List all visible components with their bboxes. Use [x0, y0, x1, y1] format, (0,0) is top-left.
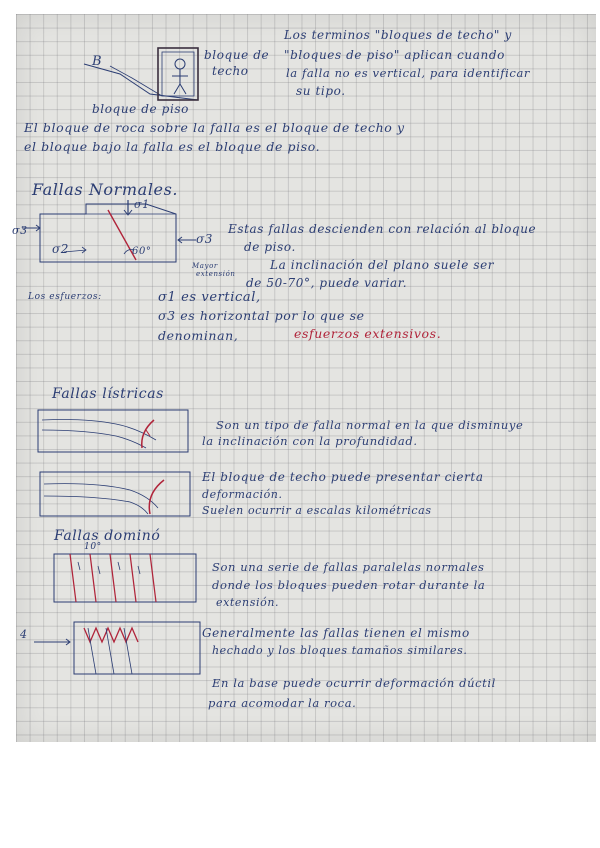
diagram-sigma3-left: σ3	[12, 224, 28, 237]
fig-label-bloque-de: bloque de	[204, 48, 270, 62]
domino-angle-label: 10°	[84, 542, 102, 552]
listricas-text1-line-1: Son un tipo de falla normal en la que disminuye	[216, 418, 524, 432]
intro-line-3: la falla no es vertical, para identificar	[286, 66, 531, 80]
domino-fault-diagram-1	[52, 552, 202, 606]
heading-fallas-domino: Fallas dominó	[54, 528, 161, 544]
intro-line-1: Los terminos "bloques de techo" y	[284, 28, 512, 42]
normales-line-4: de 50-70°, puede variar.	[246, 276, 408, 290]
diagram-note-2: extensión	[196, 270, 236, 278]
domino-text2-line-2: hechado y los bloques tamaños similares.	[212, 644, 468, 657]
stress-line-3-red: esfuerzos extensivos.	[294, 326, 442, 341]
fig-label-techo: techo	[212, 64, 249, 78]
diagram-sigma3-right: σ3	[196, 232, 214, 246]
fig-label-b: B	[92, 54, 103, 69]
listricas-text2-line-2: deformación.	[202, 488, 283, 501]
listricas-text2-line-1: El bloque de techo puede presentar cierta	[202, 470, 484, 484]
diagram-sigma1: σ1	[134, 198, 150, 211]
diagram-angle: 60°	[132, 246, 152, 257]
domino-arrow-label: 4	[20, 628, 28, 641]
heading-fallas-normales: Fallas Normales.	[32, 180, 179, 199]
stress-line-2: σ3 es horizontal por lo que se	[158, 308, 365, 323]
domino-fault-diagram-2	[26, 618, 206, 682]
diagram-note-1: Mayor	[192, 262, 218, 270]
listricas-text1-line-2: la inclinación con la profundidad.	[202, 434, 418, 448]
listric-fault-diagram-1	[36, 408, 196, 458]
domino-text2-line-1: Generalmente las fallas tienen el mismo	[202, 626, 470, 640]
fig-label-bloque-piso: bloque de piso	[92, 102, 189, 116]
block-diagram-figure	[80, 34, 220, 134]
stress-line-1: σ1 es vertical,	[158, 290, 261, 305]
normales-line-2: de piso.	[244, 240, 296, 254]
listric-fault-diagram-2	[38, 470, 198, 522]
intro-line-2: "bloques de piso" aplican cuando	[284, 48, 505, 62]
domino-text1-line-2: donde los bloques pueden rotar durante la	[212, 578, 486, 592]
normal-fault-diagram	[16, 200, 216, 280]
stress-line-3-prefix: denominan,	[158, 328, 239, 343]
normales-line-1: Estas fallas descienden con relación al bloque	[228, 222, 537, 236]
domino-text3-line-2: para acomodar la roca.	[208, 696, 357, 710]
domino-text3-line-1: En la base puede ocurrir deformación dúctil	[212, 676, 496, 690]
notebook-page	[12, 14, 596, 742]
domino-text1-line-1: Son una serie de fallas paralelas normales	[212, 560, 485, 574]
listricas-text2-line-3: Suelen ocurrir a escalas kilométricas	[202, 504, 432, 517]
diagram-sigma2: σ2	[52, 242, 70, 256]
heading-fallas-listricas: Fallas lístricas	[52, 386, 164, 402]
domino-text1-line-3: extensión.	[216, 596, 280, 609]
normales-line-3: La inclinación del plano suele ser	[270, 258, 495, 272]
esfuerzos-label: Los esfuerzos:	[28, 292, 102, 302]
intro-line-4: su tipo.	[296, 84, 346, 98]
definition-line-1: El bloque de roca sobre la falla es el bloque de techo y	[24, 120, 405, 135]
definition-line-2: el bloque bajo la falla es el bloque de piso.	[24, 139, 321, 154]
